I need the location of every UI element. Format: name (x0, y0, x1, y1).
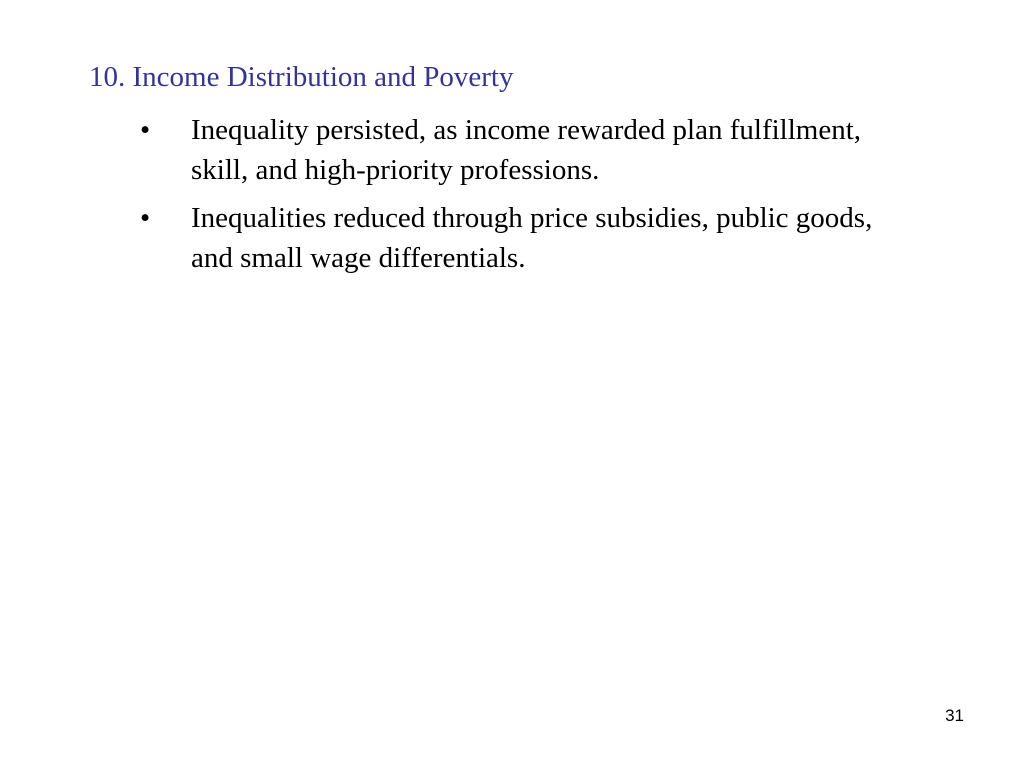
bullet-marker-icon: • (140, 202, 151, 234)
bullet-text: Inequality persisted, as income rewarded plan fulfillment, skill, and high-priority professions. (191, 114, 862, 186)
bullet-item (140, 198, 910, 278)
slide-heading: 10. Income Distribution and Poverty (89, 61, 514, 93)
bullet-marker-icon: • (140, 114, 151, 146)
bullet-item (140, 110, 910, 190)
page-number: 31 (945, 706, 964, 725)
bullet-list (140, 110, 910, 286)
bullet-text: Inequalities reduced through price subsidies, public goods, and small wage differentials. (191, 202, 873, 274)
